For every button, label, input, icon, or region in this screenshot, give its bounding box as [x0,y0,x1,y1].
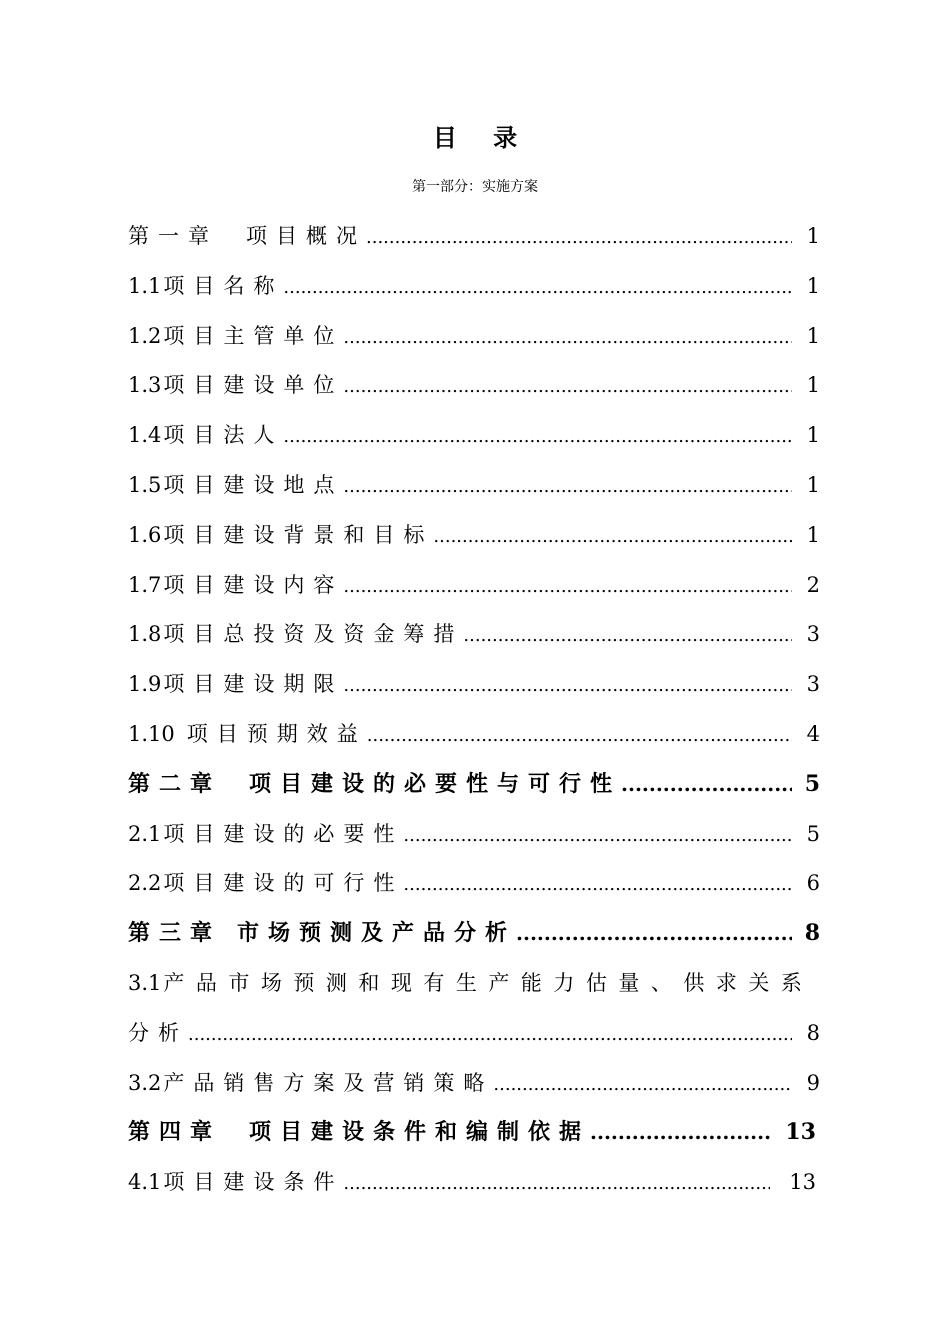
leader-dots [343,462,792,512]
leader-dots [283,412,792,462]
toc-entry-prefix: 1.6 [128,522,162,547]
toc-entry-1-10[interactable] [128,710,820,760]
toc-entry-1-6[interactable] [128,511,820,561]
toc-entry-text: 产品销售方案及营销策略 [163,1070,494,1095]
toc-entry-prefix: 2.2 [128,871,162,896]
leader-dots [343,1159,770,1209]
toc-entry-page: 6 [806,871,820,896]
toc-entry-prefix: 1.9 [128,672,162,697]
toc-entry-page: 3 [806,622,820,647]
leader-dots [621,760,792,810]
toc-entry-text: 项目建设期限 [163,672,344,697]
toc-entry-text: 项目建设背景和目标 [163,522,434,547]
toc-entry-prefix: 第一章 [128,224,218,248]
toc-entry-prefix: 3.2 [128,1070,162,1095]
toc-entry-page: 1 [806,423,820,448]
toc-entry-text: 项目建设单位 [163,373,344,398]
table-of-contents [128,212,820,1208]
leader-dots [366,213,792,263]
toc-entry-text: 项目预期效益 [186,721,367,746]
leader-dots [343,562,792,612]
toc-entry-text: 项目总投资及资金筹措 [163,622,464,647]
leader-dots [403,811,792,861]
toc-entry-page: 4 [806,721,820,746]
toc-entry-2-1[interactable] [128,810,820,860]
toc-entry-page: 1 [806,224,820,248]
toc-entry-chapter-2[interactable] [128,760,820,810]
leader-dots [343,313,792,363]
toc-entry-page: 9 [806,1070,820,1095]
toc-entry-page: 5 [804,770,820,797]
toc-entry-1-3[interactable] [128,361,820,411]
leader-dots [433,512,792,562]
toc-entry-chapter-3[interactable] [128,909,820,959]
toc-entry-prefix: 3.1 [128,970,162,995]
toc-entry-prefix: 1.2 [128,323,162,348]
toc-entry-text: 市场预测及产品分析 [237,920,517,947]
toc-entry-prefix: 1.7 [128,572,162,597]
toc-entry-1-7[interactable] [128,561,820,611]
toc-entry-chapter-4[interactable] [128,1108,820,1158]
toc-entry-text: 项目建设内容 [163,572,344,597]
leader-dots [343,362,792,412]
toc-entry-page: 1 [806,323,820,348]
toc-entry-text-continued: 分析 [128,1020,188,1045]
toc-entry-1-4[interactable] [128,411,820,461]
toc-entry-prefix: 2.1 [128,821,162,846]
toc-entry-text: 项目法人 [163,423,284,448]
leader-dots [463,611,792,661]
toc-entry-prefix: 1.4 [128,423,162,448]
toc-entry-1-1[interactable] [128,262,820,312]
toc-entry-1-9[interactable] [128,660,820,710]
toc-entry-2-2[interactable] [128,859,820,909]
toc-entry-prefix: 4.1 [128,1170,162,1195]
leader-dots [516,909,792,959]
toc-entry-page: 1 [806,472,820,497]
toc-entry-text: 项目建设的可行性 [163,871,404,896]
toc-entry-page: 2 [806,572,820,597]
toc-entry-1-8[interactable] [128,610,820,660]
toc-entry-prefix: 第二章 [128,770,222,797]
page-subtitle: 第一部分：实施方案 [412,179,538,195]
toc-entry-prefix: 1.10 [128,721,175,746]
toc-entry-page: 3 [806,672,820,697]
toc-entry-page: 8 [804,920,820,947]
toc-entry-3-1[interactable] [128,959,820,1009]
toc-entry-text: 项目主管单位 [163,323,344,348]
toc-entry-3-2[interactable] [128,1059,820,1109]
toc-entry-page: 13 [785,1119,816,1146]
toc-entry-prefix: 第四章 [128,1119,222,1146]
leader-dots [493,1060,792,1110]
toc-entry-prefix: 1.5 [128,472,162,497]
toc-entry-3-1-continued[interactable] [128,1009,820,1059]
toc-entry-prefix: 第三章 [128,920,222,947]
toc-entry-chapter-1[interactable] [128,212,820,262]
toc-entry-text: 项目名称 [163,273,284,298]
toc-entry-4-1[interactable] [128,1158,820,1208]
toc-entry-1-2[interactable] [128,312,820,362]
toc-entry-text: 项目建设的必要性 [163,821,404,846]
leader-dots [188,1010,792,1060]
toc-entry-page: 13 [789,1170,816,1195]
toc-entry-page: 8 [806,1020,820,1045]
toc-entry-prefix: 1.1 [128,273,162,298]
leader-dots [343,661,792,711]
leader-dots [367,711,792,761]
toc-entry-text: 项目建设条件和编制依据 [249,1119,591,1146]
leader-dots [403,860,792,910]
toc-entry-prefix: 1.8 [128,622,162,647]
toc-entry-text: 产品市场预测和现有生产能力估量、供求关系 [163,970,814,995]
toc-entry-text: 项目建设条件 [163,1170,344,1195]
toc-entry-prefix: 1.3 [128,373,162,398]
toc-entry-page: 1 [806,522,820,547]
toc-entry-page: 1 [806,273,820,298]
toc-entry-page: 1 [806,373,820,398]
leader-dots [590,1108,770,1158]
leader-dots [283,263,792,313]
toc-entry-text: 项目建设的必要性与可行性 [249,770,622,797]
toc-entry-1-5[interactable] [128,461,820,511]
toc-entry-page: 5 [806,821,820,846]
toc-entry-text: 项目建设地点 [163,472,344,497]
page-title: 目 录 [432,123,532,152]
toc-entry-text: 项目概况 [246,224,366,248]
